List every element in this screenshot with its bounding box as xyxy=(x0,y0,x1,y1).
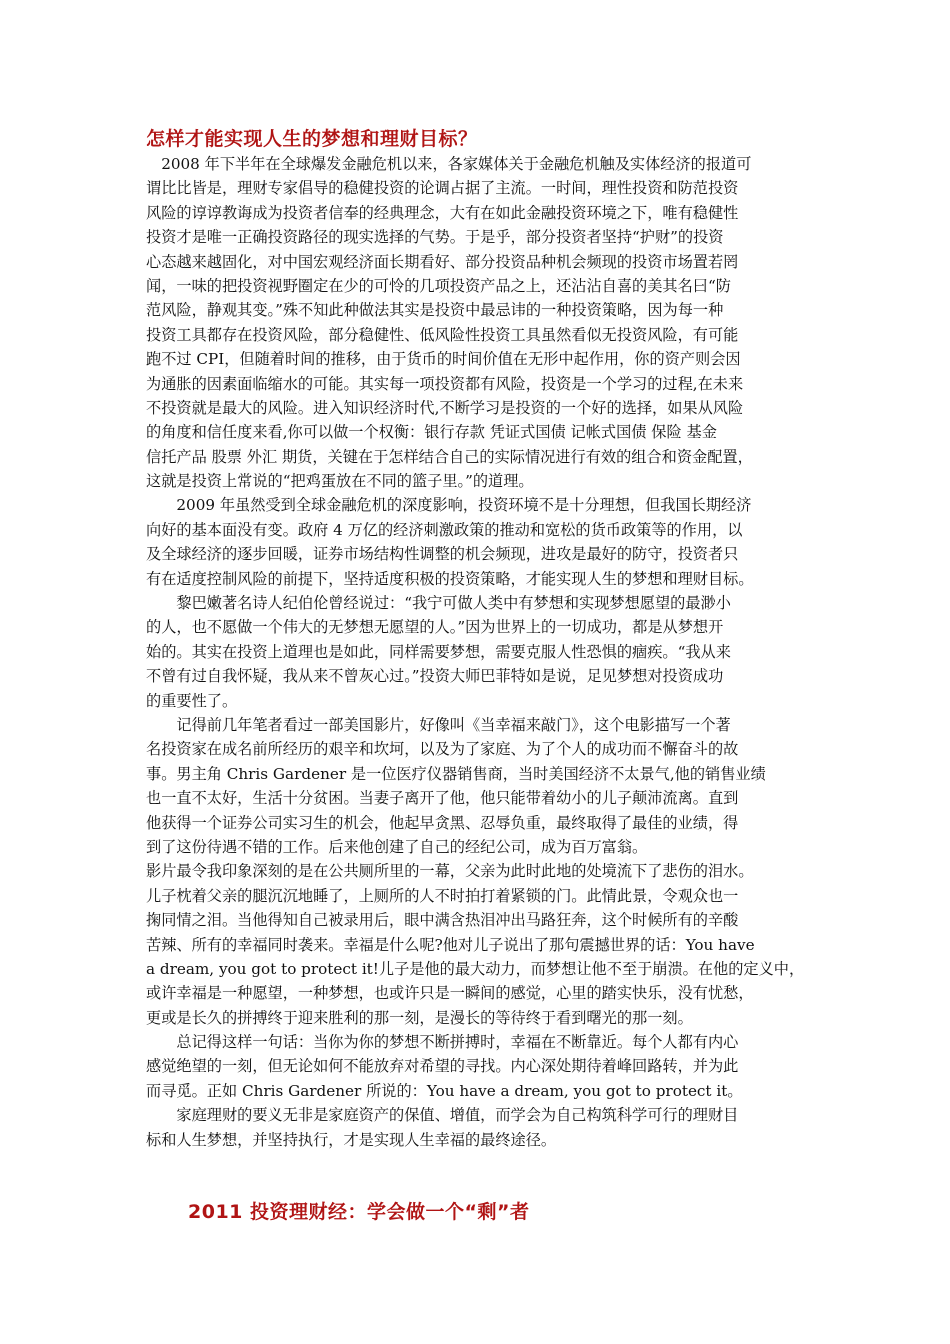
paragraph-line: 投资才是唯一正确投资路径的现实选择的气势。于是乎，部分投资者坚持“护财”的投资 xyxy=(146,228,724,247)
paragraph-line: 记得前几年笔者看过一部美国影片，好像叫《当幸福来敲门》，这个电影描写一个著 xyxy=(146,715,731,734)
paragraph-line: 的重要性了。 xyxy=(146,691,238,710)
paragraph-line: a dream, you got to protect it!儿子是他的最大动力，而梦想让他不至于崩溃。在他的定义中， xyxy=(146,959,805,978)
paragraph-line: 信托产品 股票 外汇 期货，关键在于怎样结合自己的实际情况进行有效的组合和资金配置， xyxy=(146,447,753,466)
paragraph-line: 影片最令我印象深刻的是在公共厕所里的一幕，父亲为此时此地的处境流下了悲伤的泪水。 xyxy=(146,862,754,881)
paragraph-line: 不投资就是最大的风险。进入知识经济时代,不断学习是投资的一个好的选择，如果从风险 xyxy=(146,398,744,417)
paragraph-line: 而寻觅。正如 Chris Gardener 所说的：You have a dream, you got to protect it。 xyxy=(146,1081,743,1100)
paragraph-line: 范风险，静观其变。”殊不知此种做法其实是投资中最忌讳的一种投资策略，因为每一种 xyxy=(146,301,724,320)
paragraph-line: 这就是投资上常说的“把鸡蛋放在不同的篮子里。”的道理。 xyxy=(146,472,534,491)
paragraph-line: 事。男主角 Chris Gardener 是一位医疗仪器销售商，当时美国经济不太景气,他的销售业绩 xyxy=(146,764,766,783)
paragraph-line: 家庭理财的要义无非是家庭资产的保值、增值，而学会为自己构筑科学可行的理财目 xyxy=(146,1106,739,1125)
paragraph-line: 及全球经济的逐步回暖，证券市场结构性调整的机会频现，进攻是最好的防守，投资者只 xyxy=(146,545,739,564)
paragraph-line: 苦辣、所有的幸福同时袭来。幸福是什么呢?他对儿子说出了那句震撼世界的话：You have xyxy=(146,935,755,954)
paragraph-line: 不曾有过自我怀疑，我从来不曾灰心过。”投资大师巴菲特如是说，足见梦想对投资成功 xyxy=(146,667,724,686)
paragraph-line: 为通胀的因素面临缩水的可能。其实每一项投资都有风险，投资是一个学习的过程,在未来 xyxy=(146,374,744,393)
paragraph-line: 2008 年下半年在全球爆发金融危机以来，各家媒体关于金融危机触及实体经济的报道可 xyxy=(146,155,752,173)
paragraph-line: 更或是长久的拼搏终于迎来胜利的那一刻，是漫长的等待终于看到曙光的那一刻。 xyxy=(146,1008,693,1027)
paragraph-line: 2009 年虽然受到全球金融危机的深度影响，投资环境不是十分理想，但我国长期经济 xyxy=(146,496,752,515)
paragraph-line: 风险的谆谆教诲成为投资者信奉的经典理念，大有在如此金融投资环境之下，唯有稳健性 xyxy=(146,203,739,222)
paragraph-line: 向好的基本面没有变。政府 4 万亿的经济刺激政策的推动和宽松的货币政策等的作用，以 xyxy=(146,520,743,539)
paragraph-line: 的角度和信任度来看,你可以做一个权衡：银行存款 凭证式国债 记帐式国债 保险 基金 xyxy=(146,423,717,442)
paragraph-line: 谓比比皆是，理财专家倡导的稳健投资的论调占据了主流。一时间，理性投资和防范投资 xyxy=(146,179,739,198)
paragraph-line: 也一直不太好，生活十分贫困。当妻子离开了他，他只能带着幼小的儿子颠沛流离。直到 xyxy=(146,789,739,808)
paragraph-line: 的人，也不愿做一个伟大的无梦想无愿望的人。”因为世界上的一切成功，都是从梦想开 xyxy=(146,618,724,637)
paragraph-line: 或许幸福是一种愿望，一种梦想，也或许只是一瞬间的感觉，心里的踏实快乐，没有忧愁， xyxy=(146,984,754,1003)
article-body xyxy=(146,152,820,1152)
paragraph-line: 到了这份待遇不错的工作。后来他创建了自己的经纪公司，成为百万富翁。 xyxy=(146,837,648,856)
paragraph-line: 总记得这样一句话：当你为你的梦想不断拼搏时，幸福在不断靠近。每个人都有内心 xyxy=(146,1033,739,1052)
paragraph-line: 儿子枕着父亲的腿沉沉地睡了，上厕所的人不时拍打着紧锁的门。此情此景，令观众也一 xyxy=(146,886,739,905)
paragraph-line: 感觉绝望的一刻，但无论如何不能放弃对希望的寻找。内心深处期待着峰回路转，并为此 xyxy=(146,1057,739,1076)
paragraph-line: 名投资家在成名前所经历的艰辛和坎坷，以及为了家庭、为了个人的成功而不懈奋斗的故 xyxy=(146,740,739,759)
paragraph-line: 跑不过 CPI，但随着时间的推移，由于货币的时间价值在无形中起作用，你的资产则会因 xyxy=(146,350,741,369)
article-title: 怎样才能实现人生的梦想和理财目标？ xyxy=(146,128,478,150)
paragraph-line: 始的。其实在投资上道理也是如此，同样需要梦想，需要克服人性恐惧的痼疾。“我从来 xyxy=(146,642,731,661)
paragraph-line: 标和人生梦想，并坚持执行，才是实现人生幸福的最终途径。 xyxy=(146,1130,557,1149)
paragraph-line: 投资工具都存在投资风险，部分稳健性、低风险性投资工具虽然看似无投资风险，有可能 xyxy=(146,325,739,344)
paragraph-line: 他获得一个证券公司实习生的机会，他起早贪黑、忍辱负重，最终取得了最佳的业绩，得 xyxy=(146,813,739,832)
next-article-title: 2011 投资理财经：学会做一个“剩”者 xyxy=(188,1201,530,1223)
paragraph-line: 闻，一味的把投资视野圈定在少的可怜的几项投资产品之上，还沾沾自喜的美其名曰“防 xyxy=(146,276,731,295)
paragraph-line: 黎巴嫩著名诗人纪伯伦曾经说过：“我宁可做人类中有梦想和实现梦想愿望的最渺小 xyxy=(146,594,731,613)
paragraph-line: 心态越来越固化，对中国宏观经济面长期看好、部分投资品种机会频现的投资市场置若罔 xyxy=(146,252,739,271)
paragraph-line: 有在适度控制风险的前提下，坚持适度积极的投资策略，才能实现人生的梦想和理财目标。 xyxy=(146,569,754,588)
paragraph-line: 掬同情之泪。当他得知自己被录用后，眼中满含热泪冲出马路狂奔，这个时候所有的辛酸 xyxy=(146,911,739,930)
